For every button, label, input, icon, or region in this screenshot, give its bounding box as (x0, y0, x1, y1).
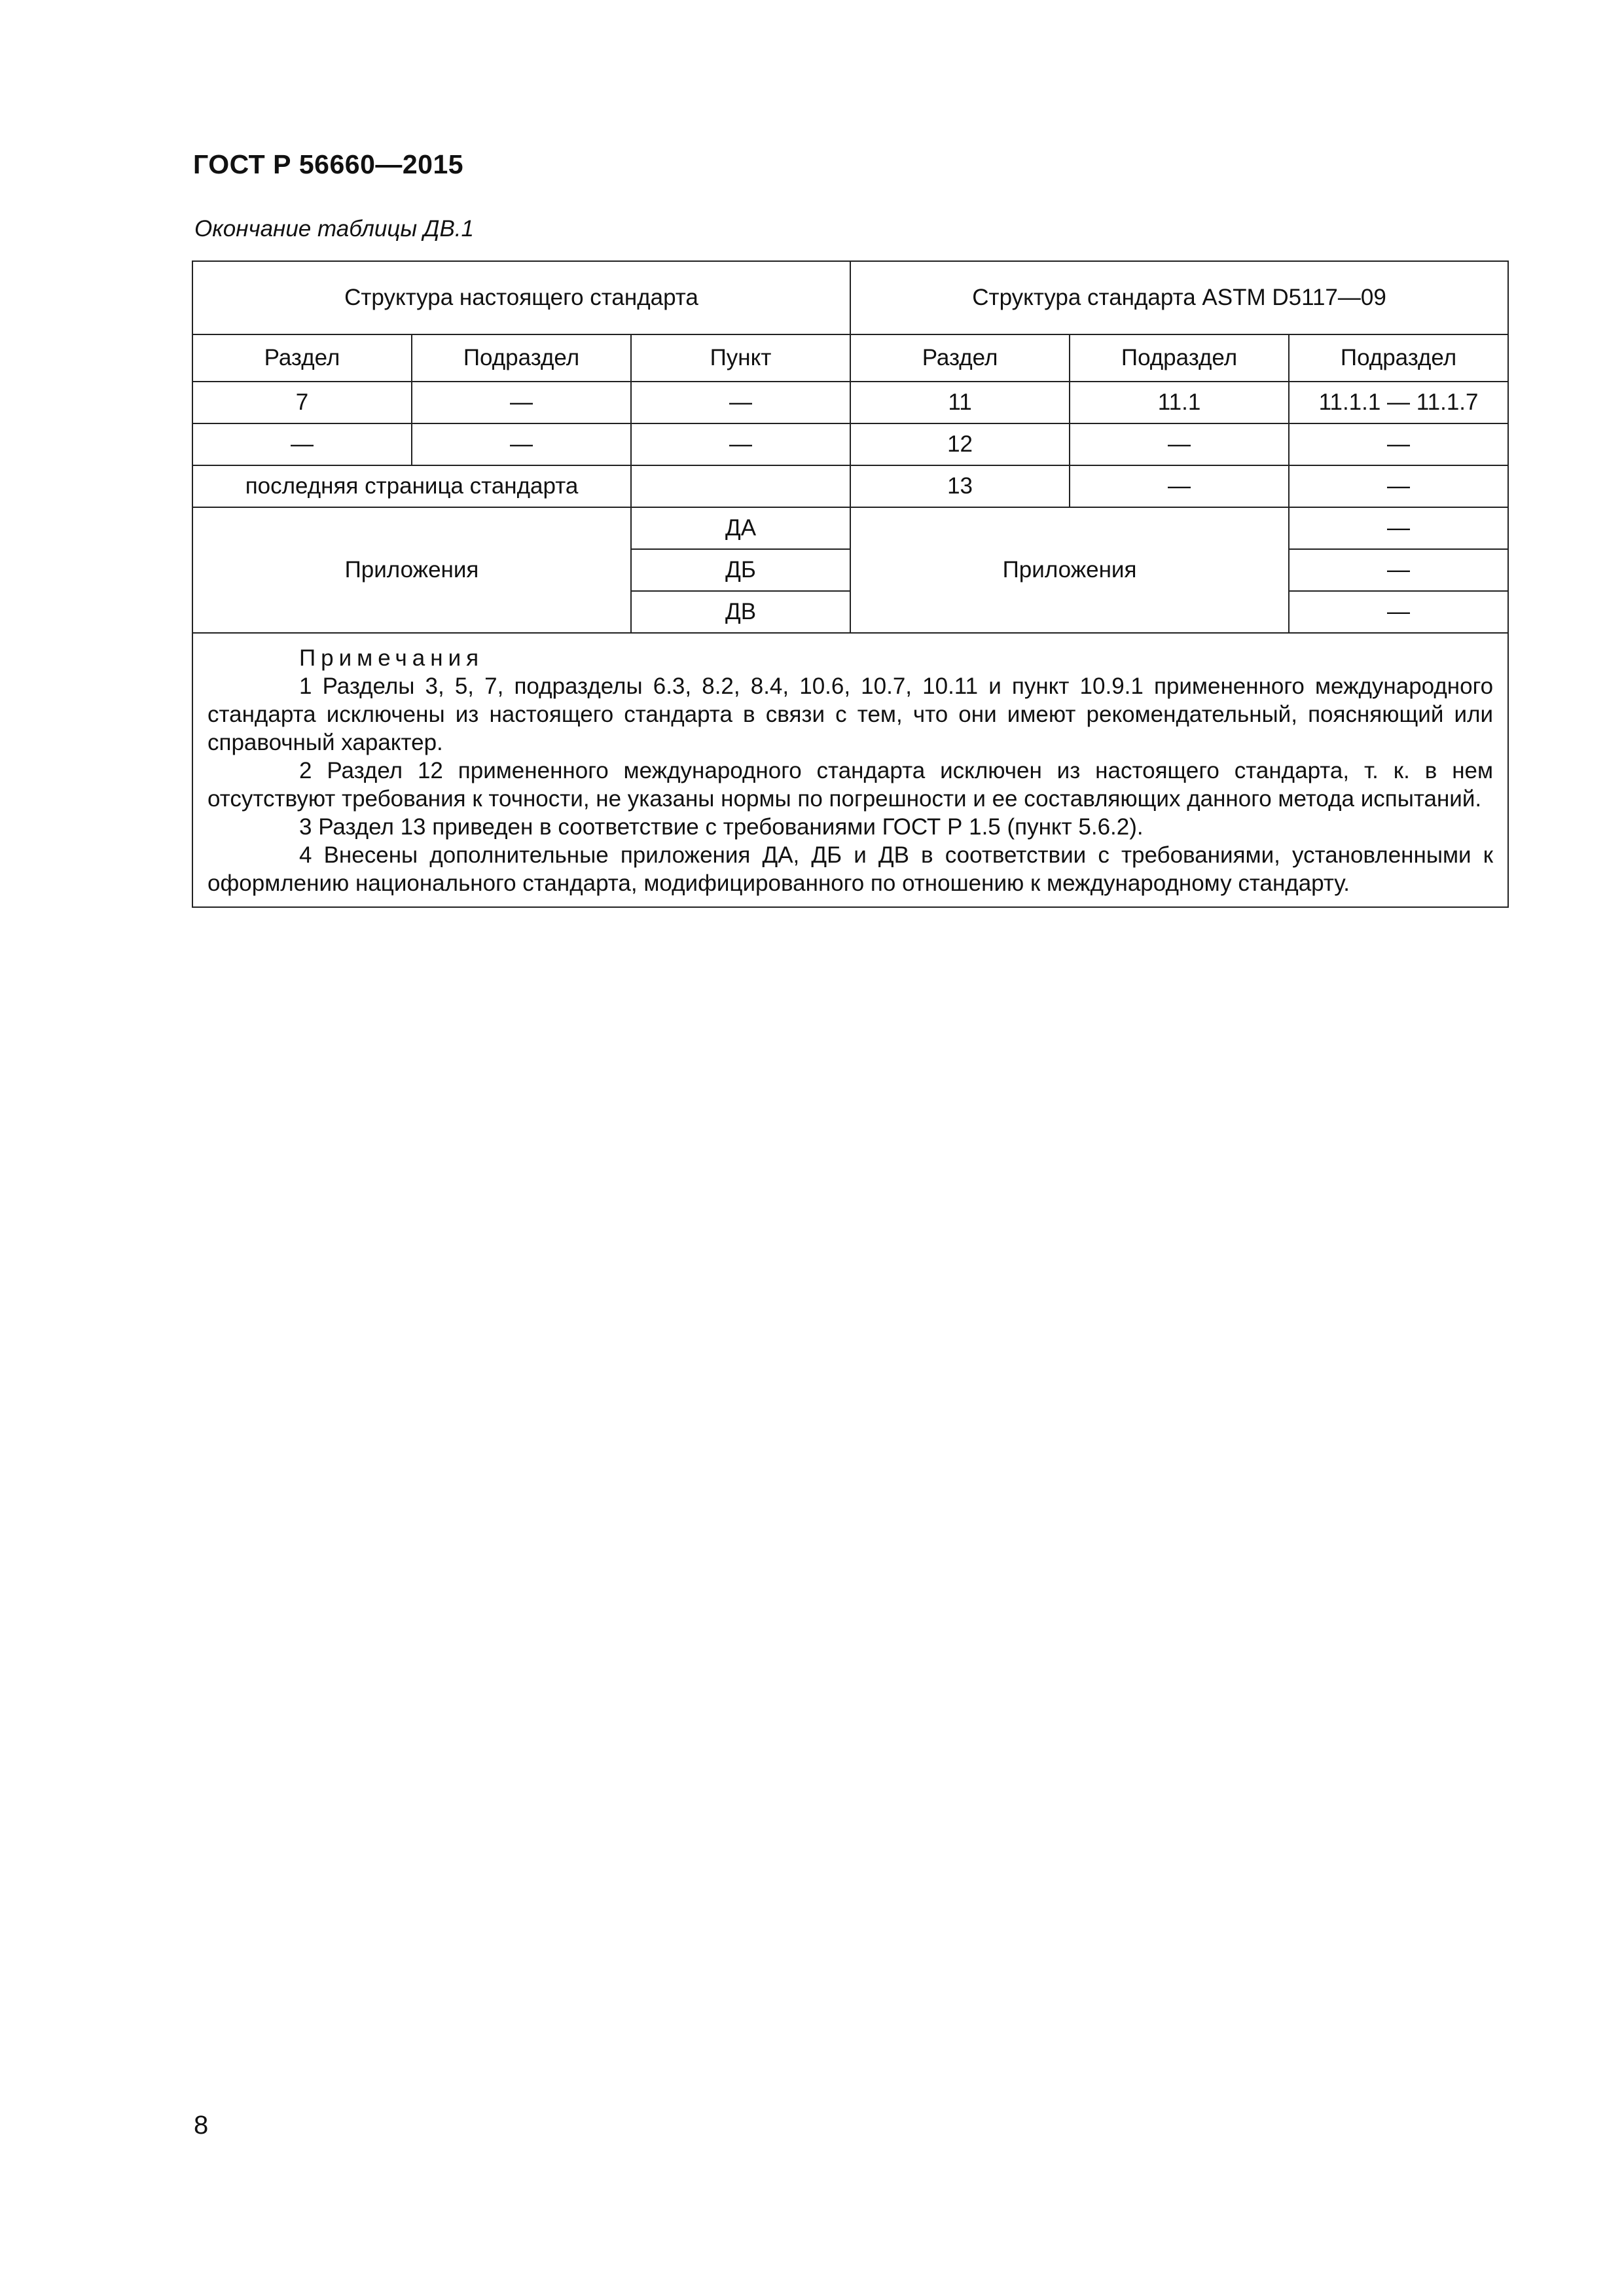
table-cell: 11 (850, 382, 1070, 423)
table-notes-row (192, 633, 1508, 907)
table-subheader-row (192, 334, 1508, 382)
subheader-cell: Раздел (192, 334, 412, 382)
table-cell-last-page: последняя страница стандарта (192, 465, 631, 507)
subheader-cell: Раздел (850, 334, 1070, 382)
document-header: ГОСТ Р 56660—2015 (193, 149, 464, 179)
table-cell: 11.1 (1070, 382, 1289, 423)
appendix-item: ДБ (631, 549, 850, 591)
table-cell: — (412, 423, 631, 465)
table-cell: — (631, 423, 850, 465)
table-cell: — (192, 423, 412, 465)
table-cell: — (1289, 465, 1508, 507)
table-row (192, 423, 1508, 465)
table-cell: — (412, 382, 631, 423)
notes-cell (192, 633, 1508, 907)
table-row (192, 382, 1508, 423)
appendix-value: — (1289, 591, 1508, 633)
table-cell: 7 (192, 382, 412, 423)
appendix-label-right: Приложения (850, 507, 1289, 633)
table-cell: 13 (850, 465, 1070, 507)
note-item: 3 Раздел 13 приведен в соответствие с требованиями ГОСТ Р 1.5 (пункт 5.6.2). (299, 814, 1144, 840)
table-row (192, 465, 1508, 507)
appendix-value: — (1289, 549, 1508, 591)
table-cell: — (631, 382, 850, 423)
table-group-header-row (192, 261, 1508, 334)
header-this-standard: Структура настоящего стандарта (192, 261, 850, 334)
table-row-appendix (192, 507, 1508, 549)
table-cell: — (1289, 423, 1508, 465)
page-number: 8 (194, 2111, 209, 2140)
header-astm-standard: Структура стандарта ASTM D5117—09 (850, 261, 1508, 334)
table-cell: 11.1.1 — 11.1.7 (1289, 382, 1508, 423)
table-caption: Окончание таблицы ДВ.1 (194, 216, 474, 242)
table-cell: — (1070, 465, 1289, 507)
subheader-cell: Пункт (631, 334, 850, 382)
appendix-item: ДА (631, 507, 850, 549)
structure-comparison-table (192, 260, 1509, 908)
subheader-cell: Подраздел (412, 334, 631, 382)
note-item: 2 Раздел 12 примененного международного стандарта исключен из настоящего стандарта, т. к. в нем отсутствуют требования к точности, не указаны нормы по погрешности и ее составляющих данного метода испытаний. (208, 758, 1494, 812)
notes-title: Примечания (299, 645, 484, 671)
appendix-label-left: Приложения (192, 507, 631, 633)
table-cell: — (1070, 423, 1289, 465)
note-item: 1 Разделы 3, 5, 7, подразделы 6.3, 8.2, 8.4, 10.6, 10.7, 10.11 и пункт 10.9.1 примененного международного стандарта исключены из настоящего стандарта в связи с тем, что они имеют рекомендательный, поясняющий или справочный характер. (208, 673, 1494, 755)
table-cell (631, 465, 850, 507)
appendix-item: ДВ (631, 591, 850, 633)
appendix-value: — (1289, 507, 1508, 549)
table-cell: 12 (850, 423, 1070, 465)
subheader-cell: Подраздел (1289, 334, 1508, 382)
note-item: 4 Внесены дополнительные приложения ДА, ДБ и ДВ в соответствии с требованиями, установленными к оформлению национального стандарта, модифицированного по отношению к международному стандарту. (208, 842, 1494, 896)
subheader-cell: Подраздел (1070, 334, 1289, 382)
